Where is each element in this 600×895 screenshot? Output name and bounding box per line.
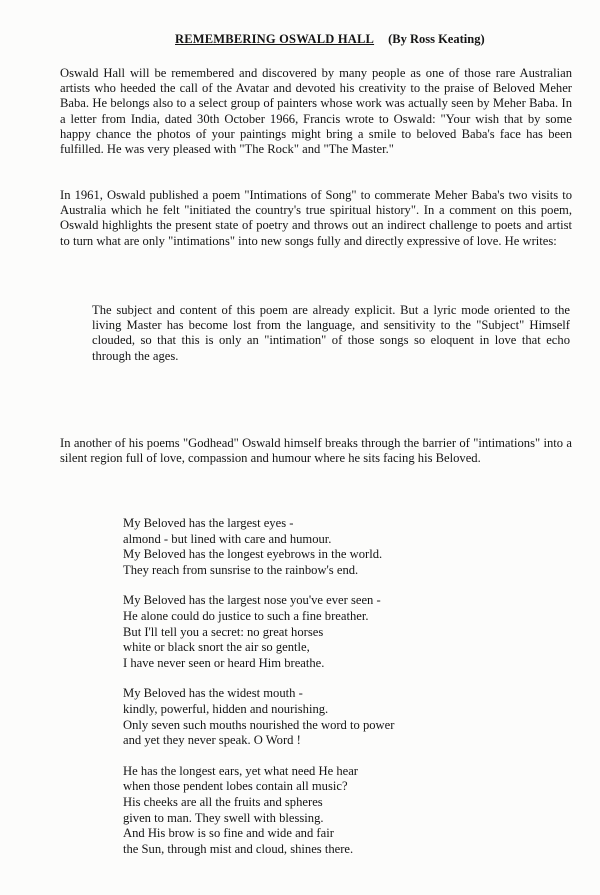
poem-line: He alone could do justice to such a fine breather. <box>123 608 369 623</box>
poem-line: Only seven such mouths nourished the word to power <box>123 717 395 732</box>
poem-line: I have never seen or heard Him breathe. <box>123 655 325 670</box>
paragraph-godhead: In another of his poems "Godhead" Oswald himself breaks through the barrier of "intimations" into a silent region full of love, compassion and humour where he sits facing his Beloved. <box>60 436 572 466</box>
poem-line: My Beloved has the largest nose you've ever seen - <box>123 593 381 608</box>
poem-stanza-2 <box>123 593 563 671</box>
poem-line: His cheeks are all the fruits and spheres <box>123 794 323 809</box>
poem-line: He has the longest ears, yet what need He hear <box>123 763 358 778</box>
article-header <box>175 32 585 47</box>
poem-line: But I'll tell you a secret: no great horses <box>123 624 324 639</box>
poem-line: when those pendent lobes contain all music? <box>123 779 348 794</box>
poem-line: My Beloved has the widest mouth - <box>123 686 303 701</box>
block-quote: The subject and content of this poem are already explicit. But a lyric mode oriented to the living Master has become lost from the language, and sensitivity to the "Subject" Himself clouded, so that this is only an "intimation" of those songs so eloquent in love that echo through the ages. <box>92 303 570 363</box>
poem-line: They reach from sunsrise to the rainbow's end. <box>123 562 359 577</box>
poem-line: and yet they never speak. O Word ! <box>123 733 301 748</box>
poem-line: And His brow is so fine and wide and fair <box>123 826 334 841</box>
poem-stanza-4 <box>123 764 563 858</box>
poem-line: My Beloved has the longest eyebrows in the world. <box>123 547 383 562</box>
paragraph-intro: Oswald Hall will be remembered and discovered by many people as one of those rare Australian artists who heeded the call of the Avatar and devoted his creativity to the praise of Beloved Meher Baba. He belongs also to a select group of painters whose work was actually seen by Meher Baba. In a letter from India, dated 30th October 1966, Francis wrote to Oswald: "Your wish that by some happy chance the photos of your paintings might bring a smile to beloved Baba's face has been fulfilled. He was very pleased with "The Rock" and "The Master." <box>60 66 572 157</box>
poem-line: given to man. They swell with blessing. <box>123 810 324 825</box>
poem-godhead <box>123 516 563 872</box>
poem-stanza-1 <box>123 516 563 578</box>
poem-line: kindly, powerful, hidden and nourishing. <box>123 701 329 716</box>
author-byline: (By Ross Keating) <box>388 32 485 46</box>
poem-stanza-3 <box>123 686 563 748</box>
poem-line: almond - but lined with care and humour. <box>123 531 332 546</box>
poem-line: My Beloved has the largest eyes - <box>123 516 294 530</box>
poem-line: white or black snort the air so gentle, <box>123 640 310 655</box>
poem-line: the Sun, through mist and cloud, shines there. <box>123 841 354 856</box>
paragraph-intimations: In 1961, Oswald published a poem "Intimations of Song" to commerate Meher Baba's two visits to Australia which he felt "initiated the country's true spiritual history". In a comment on this poem, Oswald highlights the present state of poetry and throws out an indirect challenge to poets and artist to turn what are only "intimations" into new songs fully and directly expressive of love. He writes: <box>60 188 572 248</box>
article-title: REMEMBERING OSWALD HALL <box>175 32 375 46</box>
